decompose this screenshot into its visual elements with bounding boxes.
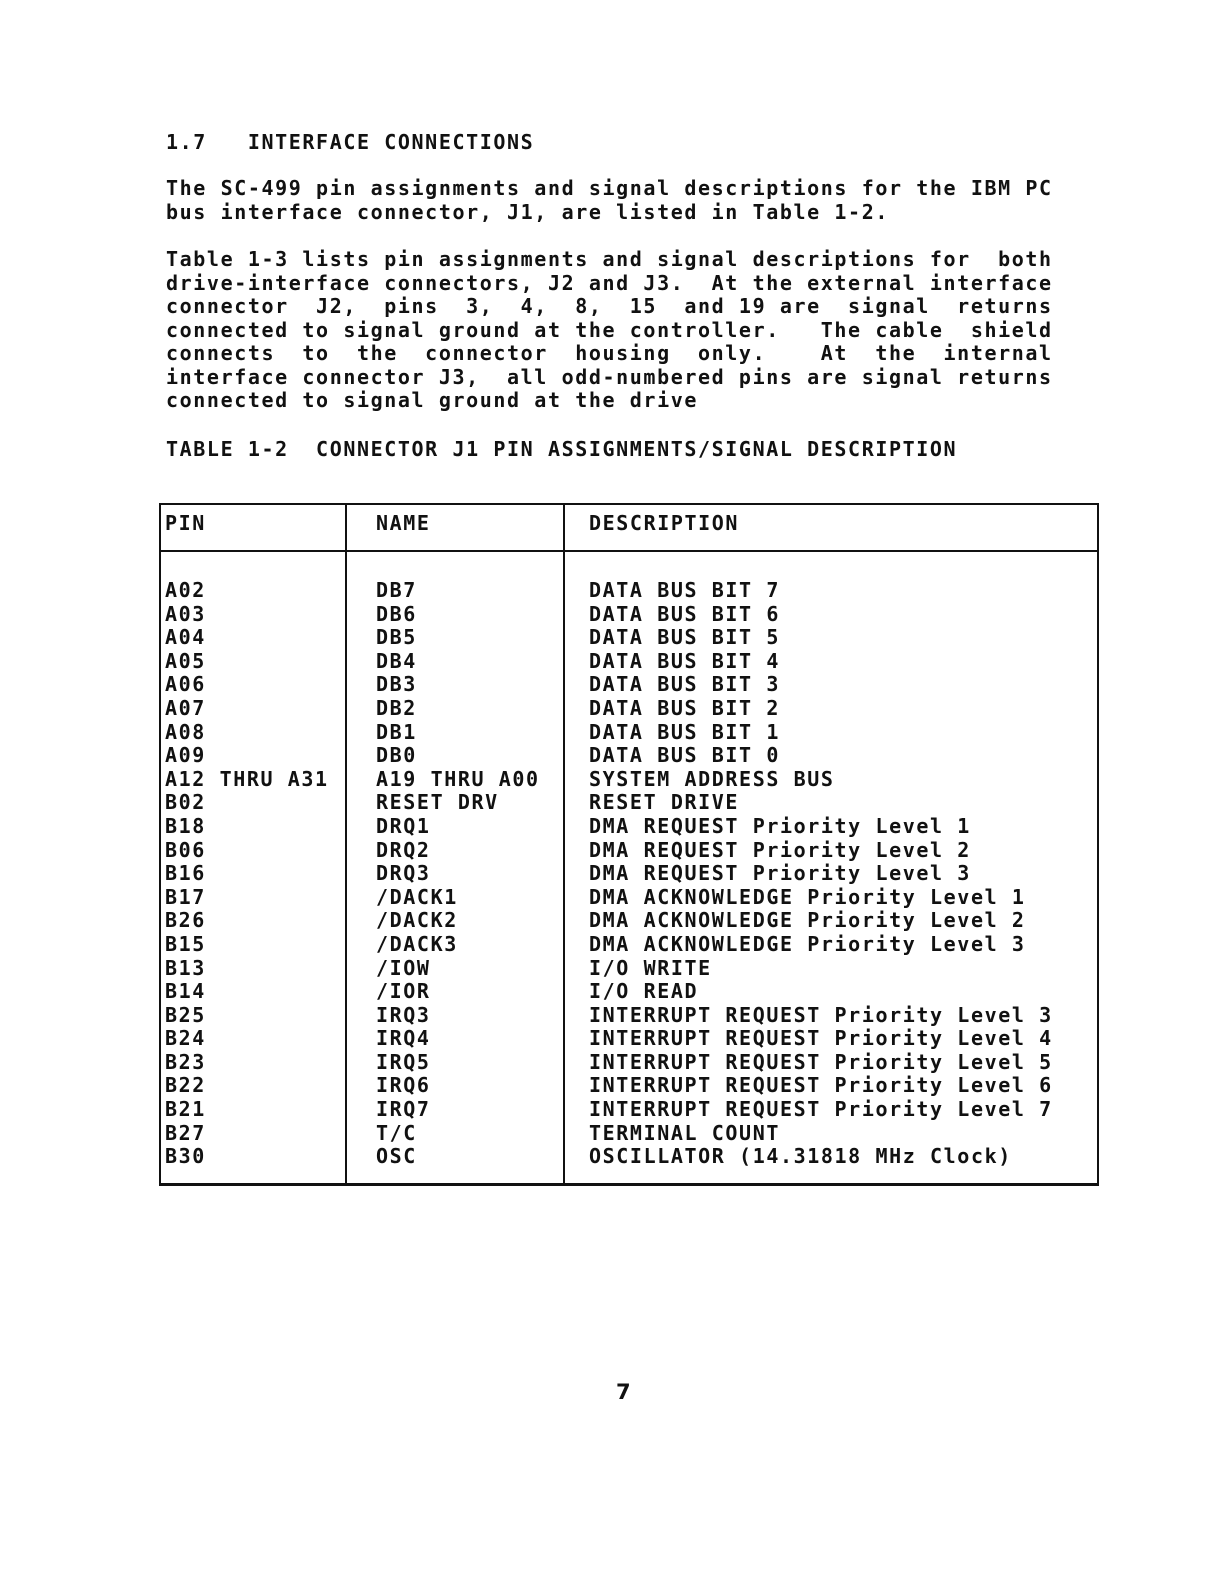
table-row	[161, 839, 1097, 863]
description-cell: TERMINAL COUNT	[589, 1120, 780, 1145]
name-cell: IRQ5	[376, 1049, 431, 1074]
name-cell: DRQ1	[376, 813, 431, 838]
paragraph-line: connects to the connector housing only. At the internal	[166, 341, 1053, 365]
paragraph-line: bus interface connector, J1, are listed in Table 1-2.	[166, 199, 889, 224]
paragraph-line: Table 1-3 lists pin assignments and signal descriptions for both	[166, 247, 1053, 271]
description-cell: OSCILLATOR (14.31818 MHz Clock)	[589, 1144, 1012, 1169]
intro-paragraph	[166, 177, 1084, 224]
table-row	[161, 791, 1097, 815]
description-cell: INTERRUPT REQUEST Priority Level 4	[589, 1026, 1053, 1051]
name-cell: A19 THRU A00	[376, 766, 540, 791]
table-row	[161, 1027, 1097, 1051]
pin-cell: B21	[165, 1097, 206, 1122]
name-cell: T/C	[376, 1120, 417, 1145]
description-cell: DMA REQUEST Priority Level 3	[589, 861, 971, 886]
drive-interface-paragraph	[166, 248, 1084, 413]
pin-cell: B02	[165, 790, 206, 815]
table-row	[161, 1074, 1097, 1098]
table-row	[161, 603, 1097, 627]
name-cell: DB5	[376, 625, 417, 650]
name-cell: DB0	[376, 743, 417, 768]
table-row	[161, 957, 1097, 981]
pin-cell: B24	[165, 1026, 206, 1051]
name-cell: DB2	[376, 695, 417, 720]
name-cell: OSC	[376, 1144, 417, 1169]
name-cell: DB6	[376, 601, 417, 626]
table-row	[161, 1004, 1097, 1028]
table-row	[161, 626, 1097, 650]
name-cell: RESET DRV	[376, 790, 499, 815]
name-cell: /DACK1	[376, 884, 458, 909]
pin-cell: B18	[165, 813, 206, 838]
pin-cell: B27	[165, 1120, 206, 1145]
name-cell: DRQ3	[376, 861, 431, 886]
table-row	[161, 815, 1097, 839]
table-row	[161, 650, 1097, 674]
name-cell: DB3	[376, 672, 417, 697]
table-row	[161, 744, 1097, 768]
paragraph-line: connected to signal ground at the controller. The cable shield	[166, 317, 1053, 342]
description-cell: INTERRUPT REQUEST Priority Level 7	[589, 1097, 1053, 1122]
pin-cell: B26	[165, 908, 206, 933]
pin-cell: A07	[165, 695, 206, 720]
paragraph-line: The SC-499 pin assignments and signal descriptions for the IBM PC	[166, 176, 1053, 200]
pin-cell: B25	[165, 1002, 206, 1027]
pin-cell: A08	[165, 719, 206, 744]
name-cell: IRQ4	[376, 1026, 431, 1051]
description-cell: DMA REQUEST Priority Level 1	[589, 813, 971, 838]
table-body	[161, 579, 1097, 1169]
table-row	[161, 980, 1097, 1004]
description-cell: DMA ACKNOWLEDGE Priority Level 1	[589, 884, 1026, 909]
name-cell: DB4	[376, 648, 417, 673]
table-row	[161, 1098, 1097, 1122]
section-heading: 1.7 INTERFACE CONNECTIONS	[166, 130, 535, 154]
table-caption: TABLE 1-2 CONNECTOR J1 PIN ASSIGNMENTS/SIGNAL DESCRIPTION	[166, 437, 958, 461]
name-cell: /IOW	[376, 955, 431, 980]
page-number: 7	[616, 1380, 631, 1404]
table-row	[161, 697, 1097, 721]
name-cell: /DACK2	[376, 908, 458, 933]
pin-assignment-table	[159, 503, 1099, 1186]
pin-cell: A09	[165, 743, 206, 768]
description-cell: DATA BUS BIT 1	[589, 719, 780, 744]
description-cell: DMA REQUEST Priority Level 2	[589, 837, 971, 862]
table-row	[161, 1122, 1097, 1146]
pin-cell: A04	[165, 625, 206, 650]
description-cell: DATA BUS BIT 6	[589, 601, 780, 626]
header-rule	[161, 550, 1097, 552]
description-cell: INTERRUPT REQUEST Priority Level 5	[589, 1049, 1053, 1074]
name-cell: DB7	[376, 578, 417, 602]
pin-cell: B22	[165, 1073, 206, 1098]
bottom-rule	[161, 1183, 1097, 1184]
description-cell: I/O WRITE	[589, 955, 712, 980]
table-row	[161, 909, 1097, 933]
table-row	[161, 862, 1097, 886]
pin-cell: B23	[165, 1049, 206, 1074]
description-cell: DATA BUS BIT 0	[589, 743, 780, 768]
pin-cell: B16	[165, 861, 206, 886]
pin-cell: B15	[165, 931, 206, 956]
column-header-name: NAME	[376, 511, 431, 535]
pin-cell: B13	[165, 955, 206, 980]
name-cell: IRQ3	[376, 1002, 431, 1027]
pin-cell: A12 THRU A31	[165, 766, 329, 791]
paragraph-line: interface connector J3, all odd-numbered pins are signal returns	[166, 364, 1053, 389]
table-row	[161, 1051, 1097, 1075]
pin-cell: A06	[165, 672, 206, 697]
name-cell: /IOR	[376, 979, 431, 1004]
description-cell: DATA BUS BIT 4	[589, 648, 780, 673]
description-cell: INTERRUPT REQUEST Priority Level 6	[589, 1073, 1053, 1098]
description-cell: RESET DRIVE	[589, 790, 740, 815]
name-cell: IRQ6	[376, 1073, 431, 1098]
paragraph-line: drive-interface connectors, J2 and J3. At the external interface	[166, 270, 1053, 295]
pin-cell: B30	[165, 1144, 206, 1169]
description-cell: I/O READ	[589, 979, 699, 1004]
pin-cell: A03	[165, 601, 206, 626]
name-cell: IRQ7	[376, 1097, 431, 1122]
description-cell: SYSTEM ADDRESS BUS	[589, 766, 835, 791]
description-cell: DATA BUS BIT 7	[589, 578, 780, 602]
name-cell: DRQ2	[376, 837, 431, 862]
description-cell: DATA BUS BIT 5	[589, 625, 780, 650]
name-cell: DB1	[376, 719, 417, 744]
description-cell: DMA ACKNOWLEDGE Priority Level 2	[589, 908, 1026, 933]
table-row	[161, 579, 1097, 603]
table-row	[161, 768, 1097, 792]
table-row	[161, 886, 1097, 910]
table-row	[161, 1145, 1097, 1169]
description-cell: DATA BUS BIT 2	[589, 695, 780, 720]
column-header-description: DESCRIPTION	[589, 511, 740, 535]
name-cell: /DACK3	[376, 931, 458, 956]
description-cell: DATA BUS BIT 3	[589, 672, 780, 697]
pin-cell: A02	[165, 578, 206, 602]
description-cell: DMA ACKNOWLEDGE Priority Level 3	[589, 931, 1026, 956]
paragraph-line: connected to signal ground at the drive	[166, 388, 698, 412]
pin-cell: B14	[165, 979, 206, 1004]
table-row	[161, 673, 1097, 697]
table-row	[161, 933, 1097, 957]
paragraph-line: connector J2, pins 3, 4, 8, 15 and 19 are signal returns	[166, 294, 1053, 318]
pin-cell: B06	[165, 837, 206, 862]
description-cell: INTERRUPT REQUEST Priority Level 3	[589, 1002, 1053, 1027]
table-row	[161, 721, 1097, 745]
pin-cell: B17	[165, 884, 206, 909]
column-header-pin: PIN	[165, 511, 206, 535]
pin-cell: A05	[165, 648, 206, 673]
